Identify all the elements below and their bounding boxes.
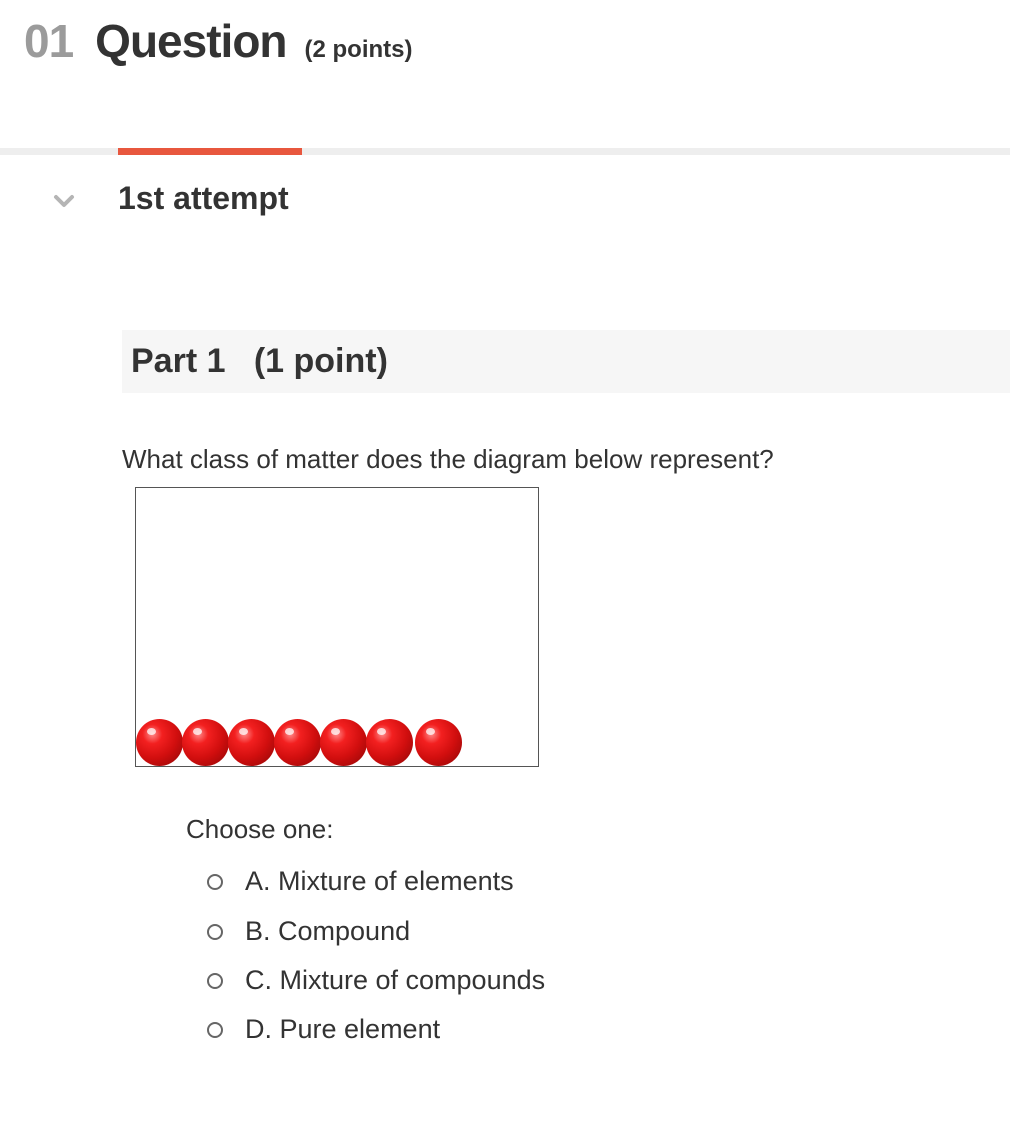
choice-option-c[interactable] [207,965,545,996]
part-title: Part 1 (1 point) [131,342,388,380]
choice-option-d[interactable] [207,1014,440,1045]
question-points: (2 points) [304,36,413,63]
choose-heading: Choose one: [186,814,334,844]
atom [320,719,367,766]
atom [136,719,183,766]
part-header [122,330,1010,393]
radio-button[interactable] [207,1022,223,1038]
matter-diagram [135,487,539,767]
atom [415,719,462,766]
choice-label[interactable]: A. Mixture of elements [245,866,514,896]
question-prompt: What class of matter does the diagram below represent? [122,444,774,474]
radio-button[interactable] [207,874,223,890]
choice-label[interactable]: B. Compound [245,916,411,946]
atom [366,719,413,766]
attempt-tab-indicator [118,148,302,155]
choice-option-a[interactable] [207,866,514,897]
question-header [24,14,413,68]
choice-label[interactable]: C. Mixture of compounds [245,965,546,995]
choice-label[interactable]: D. Pure element [245,1014,441,1044]
radio-button[interactable] [207,973,223,989]
chevron-down-icon[interactable] [51,188,77,214]
atom [228,719,275,766]
attempt-label[interactable]: 1st attempt [118,180,289,216]
radio-button[interactable] [207,924,223,940]
atom [182,719,229,766]
atom [274,719,321,766]
choice-option-b[interactable] [207,916,410,947]
question-number: 01 [24,15,74,67]
question-title: Question [95,15,287,67]
